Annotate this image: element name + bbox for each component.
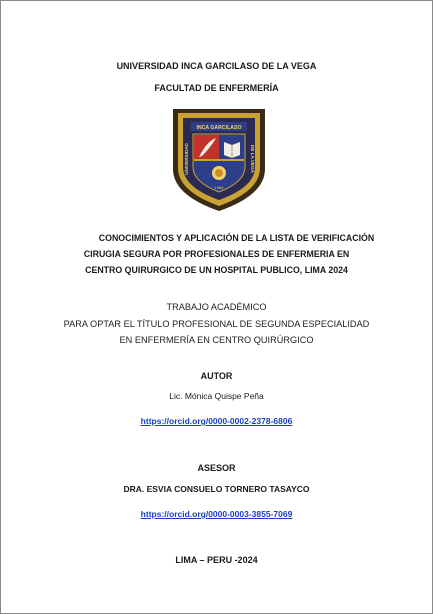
advisor-name: DRA. ESVIA CONSUELO TORNERO TASAYCO: [123, 484, 310, 494]
thesis-title-line-3: CENTRO QUIRURGICO DE UN HOSPITAL PUBLICO, LIMA 2024: [85, 265, 348, 275]
author-orcid-link[interactable]: https://orcid.org/0000-0002-2378-6806: [140, 416, 293, 426]
place-date: LIMA – PERU -2024: [175, 555, 258, 565]
advisor-orcid-link[interactable]: https://orcid.org/0000-0003-3855-7069: [140, 509, 293, 519]
university-name: UNIVERSIDAD INCA GARCILASO DE LA VEGA: [116, 61, 317, 71]
work-type-line-3: EN ENFERMERÍA EN CENTRO QUIRÚRGICO: [119, 335, 314, 345]
work-type-line-1: TRABAJO ACADÉMICO: [166, 302, 267, 312]
thesis-title: [1, 230, 432, 278]
crest-top-text: INCA GARCILASO: [196, 125, 242, 131]
crest-year: 1964: [214, 185, 224, 190]
crest-right-text: DE LA VEGA: [250, 145, 255, 173]
work-type: [1, 299, 432, 349]
thesis-title-line-2: CIRUGIA SEGURA POR PROFESIONALES DE ENFERMERIA EN: [83, 249, 350, 259]
author-name: Lic. Mónica Quispe Peña: [169, 391, 264, 401]
author-heading: AUTOR: [200, 371, 233, 381]
university-crest-logo: [169, 107, 269, 213]
advisor-heading: ASESOR: [197, 463, 236, 473]
thesis-title-line-1: CONOCIMIENTOS Y APLICACIÓN DE LA LISTA DE VERIFICACIÓN: [98, 233, 375, 243]
faculty-name: FACULTAD DE ENFERMERÍA: [154, 83, 279, 93]
work-type-line-2: PARA OPTAR EL TÍTULO PROFESIONAL DE SEGUNDA ESPECIALIDAD: [63, 318, 370, 329]
crest-left-text: UNIVERSIDAD: [184, 143, 189, 175]
